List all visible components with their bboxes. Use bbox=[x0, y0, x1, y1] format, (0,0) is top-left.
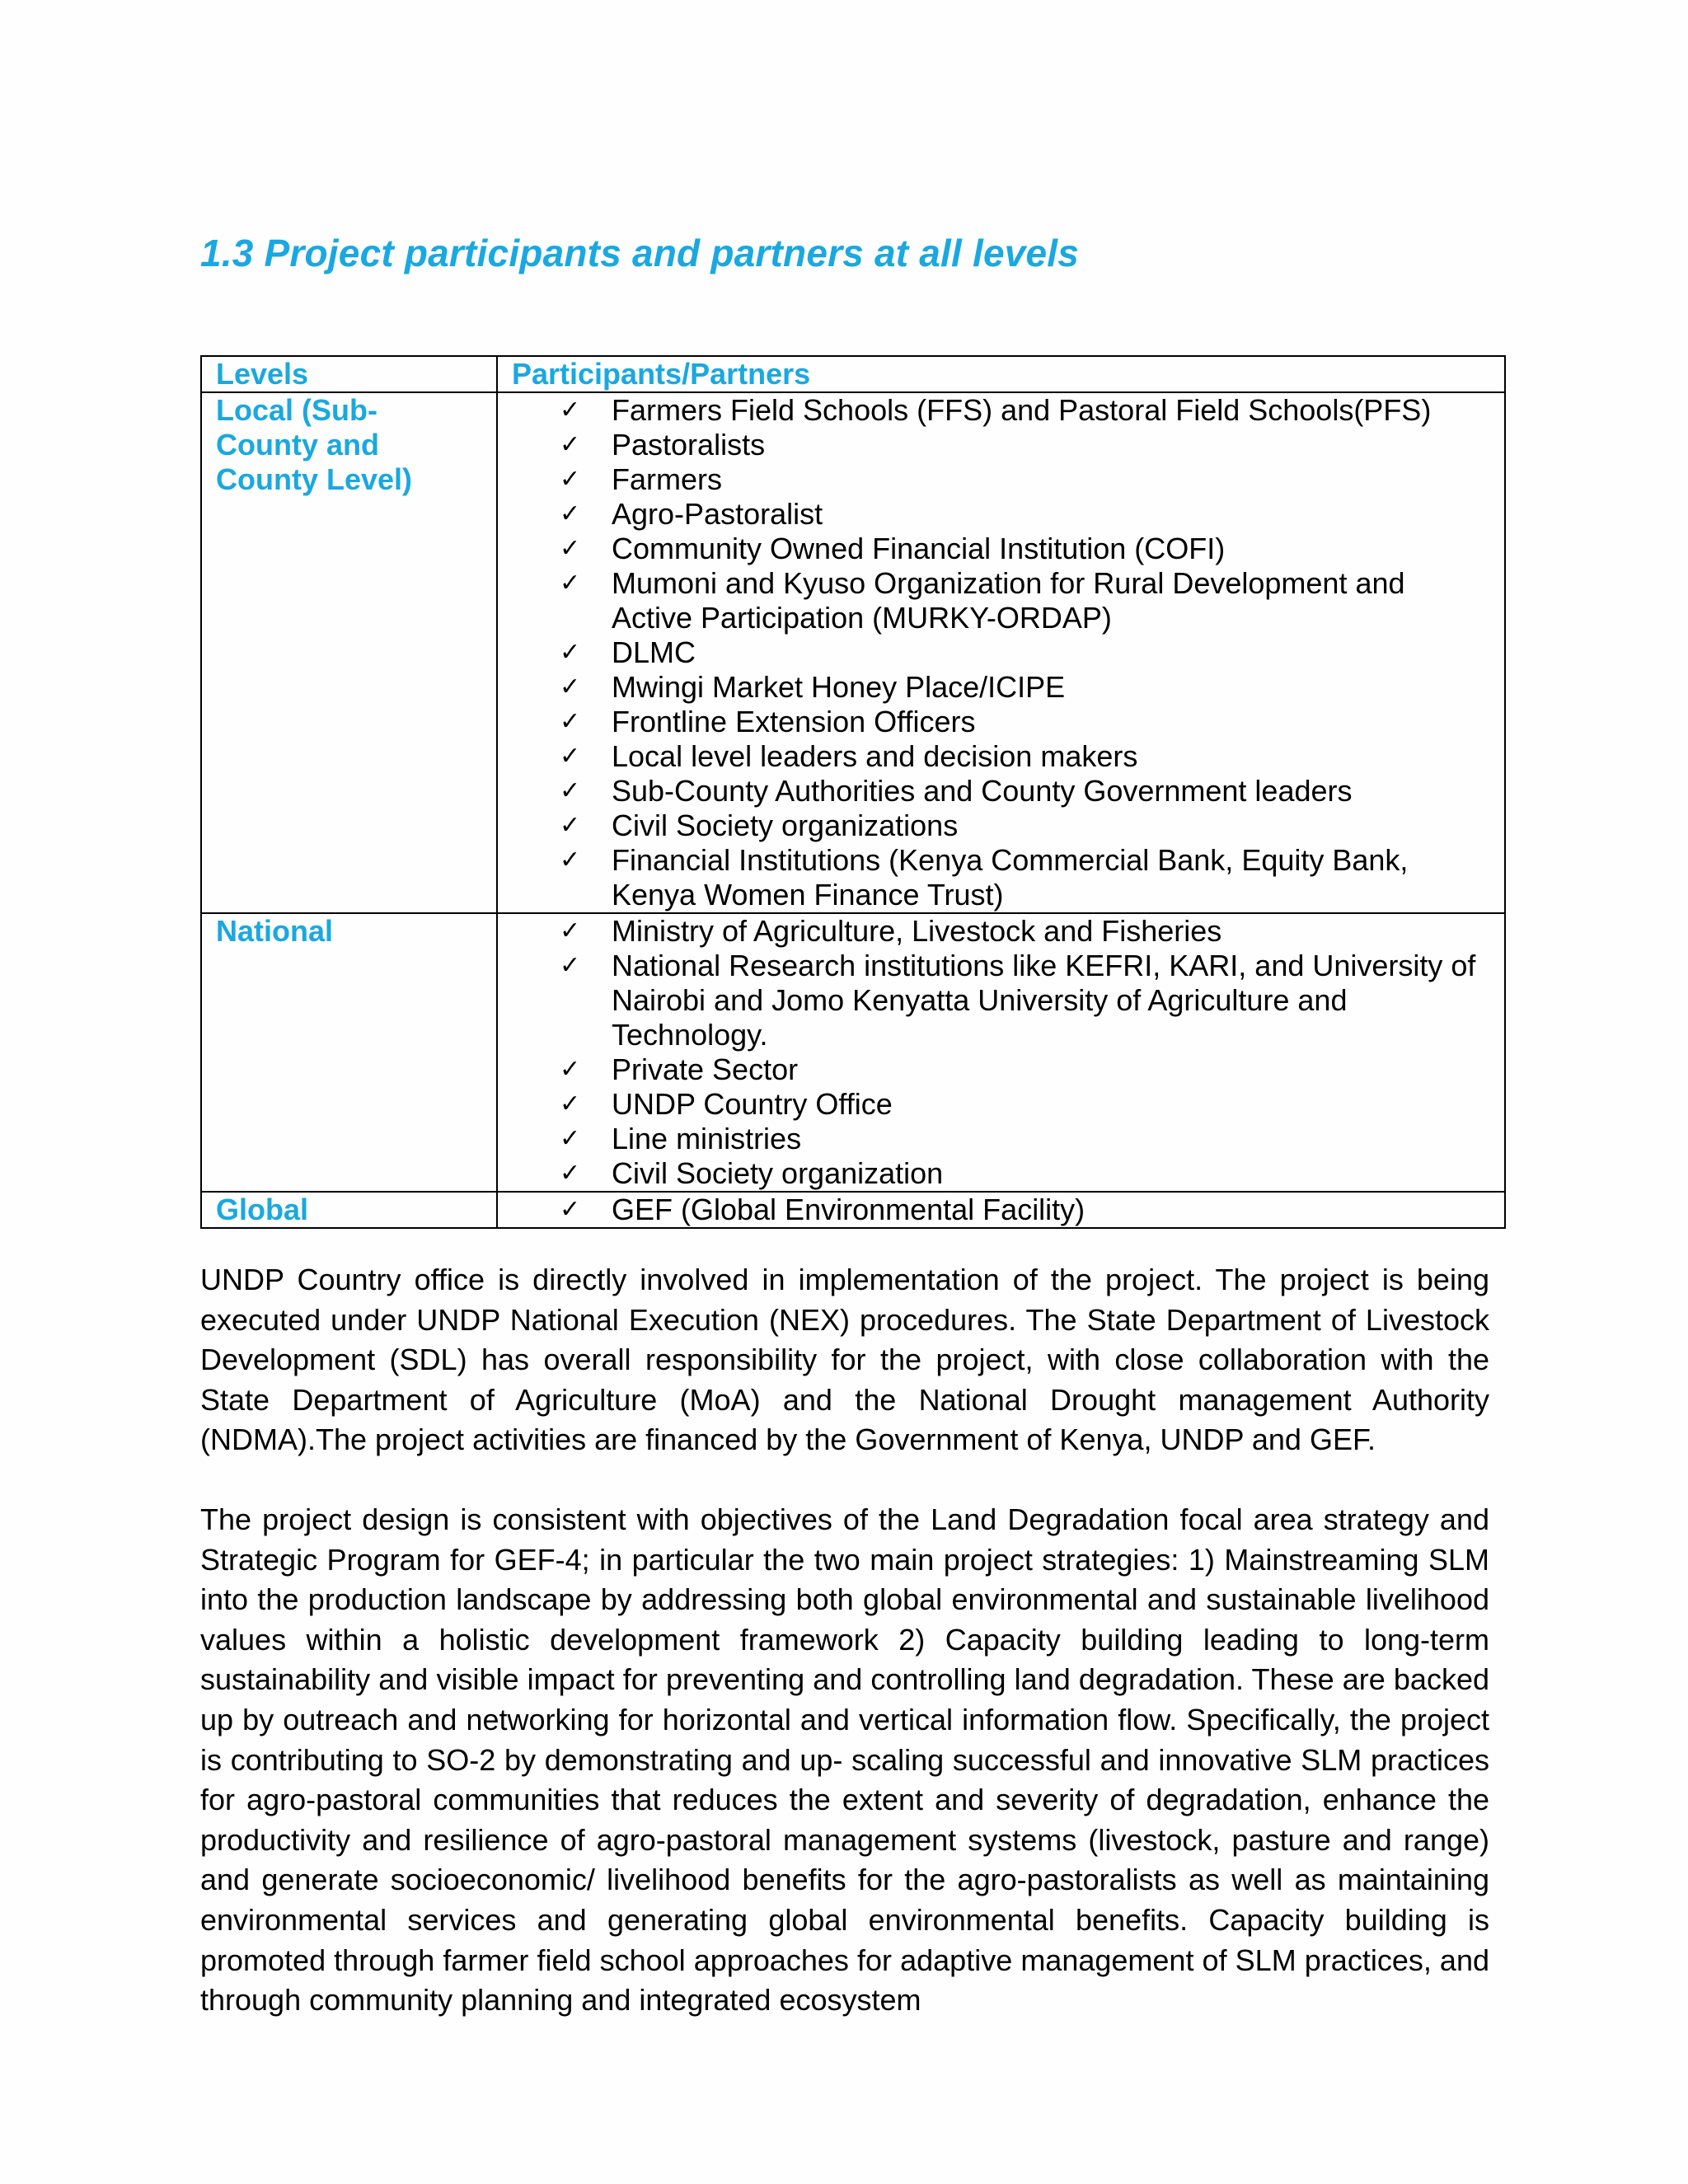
item-text: National Research institutions like KEFRI, KARI, and University of Nairobi and Jomo Kenyatta University of Agriculture and Technology. bbox=[612, 949, 1476, 1052]
checkmark-icon: ✓ bbox=[560, 707, 581, 736]
list-item bbox=[560, 739, 1504, 774]
checkmark-icon: ✓ bbox=[560, 1195, 581, 1224]
body-paragraph: The project design is consistent with objectives of the Land Degradation focal area strategy and Strategic Program for GEF-4; in particular the two main project strategies: 1) Mainstreaming SLM into the production landscape by addressing both global environmental and sustainable livelihood values within a holistic development framework 2) Capacity building leading to long-term sustainability and visible impact for preventing and controlling land degradation. These are backed up by outreach and networking for horizontal and vertical information flow. Specifically, the project is contributing to SO-2 by demonstrating and up- scaling successful and innovative SLM practices for agro-pastoral communities that reduces the extent and severity of degradation, enhance the productivity and resilience of agro-pastoral management systems (livestock, pasture and range) and generate socioeconomic/ livelihood benefits for the agro-pastoralists as well as maintaining environmental services and generating global environmental benefits. Capacity building is promoted through farmer field school approaches for adaptive management of SLM practices, and through community planning and integrated ecosystem bbox=[200, 1502, 1489, 2018]
checkmark-icon: ✓ bbox=[560, 811, 581, 840]
participants-list bbox=[498, 393, 1504, 912]
level-label-line: County Level) bbox=[216, 462, 413, 496]
table-header-row bbox=[201, 356, 1505, 392]
level-label-line: National bbox=[216, 914, 334, 948]
header-cell-participants bbox=[497, 356, 1505, 392]
checkmark-icon: ✓ bbox=[560, 396, 581, 424]
participants-cell bbox=[497, 913, 1505, 1192]
item-text: Mumoni and Kyuso Organization for Rural Development and Active Participation (MURKY-ORDAP) bbox=[612, 566, 1405, 635]
header-cell-levels bbox=[201, 356, 497, 392]
list-item bbox=[560, 532, 1504, 566]
table-row-national bbox=[201, 913, 1505, 1192]
list-item bbox=[560, 635, 1504, 670]
checkmark-icon: ✓ bbox=[560, 1055, 581, 1084]
item-text: Sub-County Authorities and County Government leaders bbox=[612, 774, 1353, 808]
list-item bbox=[560, 1193, 1504, 1227]
list-item bbox=[560, 462, 1504, 497]
item-text: Frontline Extension Officers bbox=[612, 705, 976, 738]
level-cell bbox=[201, 913, 497, 1192]
list-item bbox=[560, 843, 1504, 912]
checkmark-icon: ✓ bbox=[560, 569, 581, 598]
list-item bbox=[560, 949, 1504, 1052]
list-item bbox=[560, 566, 1504, 635]
checkmark-icon: ✓ bbox=[560, 499, 581, 528]
level-cell bbox=[201, 1192, 497, 1228]
item-text: Agro-Pastoralist bbox=[612, 497, 823, 531]
checkmark-icon: ✓ bbox=[560, 742, 581, 771]
section-heading: 1.3 Project participants and partners at all levels bbox=[200, 232, 1080, 274]
level-label-line: County and bbox=[216, 428, 379, 462]
list-item bbox=[560, 774, 1504, 808]
item-text: Ministry of Agriculture, Livestock and Fisheries bbox=[612, 914, 1222, 948]
header-levels: Levels bbox=[216, 357, 309, 391]
checkmark-icon: ✓ bbox=[560, 776, 581, 805]
item-text: Farmers bbox=[612, 462, 722, 496]
list-item bbox=[560, 428, 1504, 462]
checkmark-icon: ✓ bbox=[560, 638, 581, 667]
item-text: UNDP Country Office bbox=[612, 1087, 893, 1121]
checkmark-icon: ✓ bbox=[560, 430, 581, 459]
header-participants: Participants/Partners bbox=[512, 357, 811, 391]
table-row-local bbox=[201, 392, 1505, 913]
item-text: Line ministries bbox=[612, 1122, 802, 1155]
participants-table bbox=[200, 355, 1506, 1229]
body-paragraph: UNDP Country office is directly involved in implementation of the project. The project is being executed under UNDP National Execution (NEX) procedures. The State Department of Livestock Development (SDL) has overall responsibility for the project, with close collaboration with the State Department of Agriculture (MoA) and the National Drought management Authority (NDMA).The project activities are financed by the Government of Kenya, UNDP and GEF. bbox=[200, 1263, 1489, 1457]
checkmark-icon: ✓ bbox=[560, 1124, 581, 1153]
item-text: Community Owned Financial Institution (COFI) bbox=[612, 532, 1226, 565]
item-text: Local level leaders and decision makers bbox=[612, 739, 1138, 773]
list-item bbox=[560, 1052, 1504, 1087]
list-item bbox=[560, 497, 1504, 532]
level-cell bbox=[201, 392, 497, 913]
item-text: Farmers Field Schools (FFS) and Pastoral Field Schools(PFS) bbox=[612, 393, 1432, 427]
checkmark-icon: ✓ bbox=[560, 846, 581, 874]
checkmark-icon: ✓ bbox=[560, 951, 581, 980]
item-text: Civil Society organization bbox=[612, 1156, 944, 1190]
participants-cell bbox=[497, 1192, 1505, 1228]
list-item bbox=[560, 393, 1504, 428]
list-item bbox=[560, 1087, 1504, 1122]
checkmark-icon: ✓ bbox=[560, 916, 581, 945]
level-label-line: Local (Sub- bbox=[216, 393, 377, 427]
checkmark-icon: ✓ bbox=[560, 1159, 581, 1188]
participants-list bbox=[498, 914, 1504, 1191]
item-text: GEF (Global Environmental Facility) bbox=[612, 1193, 1085, 1226]
item-text: Private Sector bbox=[612, 1052, 799, 1086]
list-item bbox=[560, 670, 1504, 705]
item-text: Mwingi Market Honey Place/ICIPE bbox=[612, 670, 1066, 704]
list-item bbox=[560, 705, 1504, 739]
item-text: Civil Society organizations bbox=[612, 808, 959, 842]
participants-list bbox=[498, 1193, 1504, 1227]
item-text: Pastoralists bbox=[612, 428, 766, 462]
list-item bbox=[560, 808, 1504, 843]
list-item bbox=[560, 914, 1504, 949]
checkmark-icon: ✓ bbox=[560, 534, 581, 563]
list-item bbox=[560, 1122, 1504, 1156]
checkmark-icon: ✓ bbox=[560, 465, 581, 494]
list-item bbox=[560, 1156, 1504, 1191]
participants-cell bbox=[497, 392, 1505, 913]
checkmark-icon: ✓ bbox=[560, 673, 581, 701]
item-text: Financial Institutions (Kenya Commercial Bank, Equity Bank, Kenya Women Finance Trust) bbox=[612, 843, 1409, 912]
checkmark-icon: ✓ bbox=[560, 1090, 581, 1118]
level-label-line: Global bbox=[216, 1193, 309, 1226]
item-text: DLMC bbox=[612, 635, 696, 669]
table-row-global bbox=[201, 1192, 1505, 1228]
